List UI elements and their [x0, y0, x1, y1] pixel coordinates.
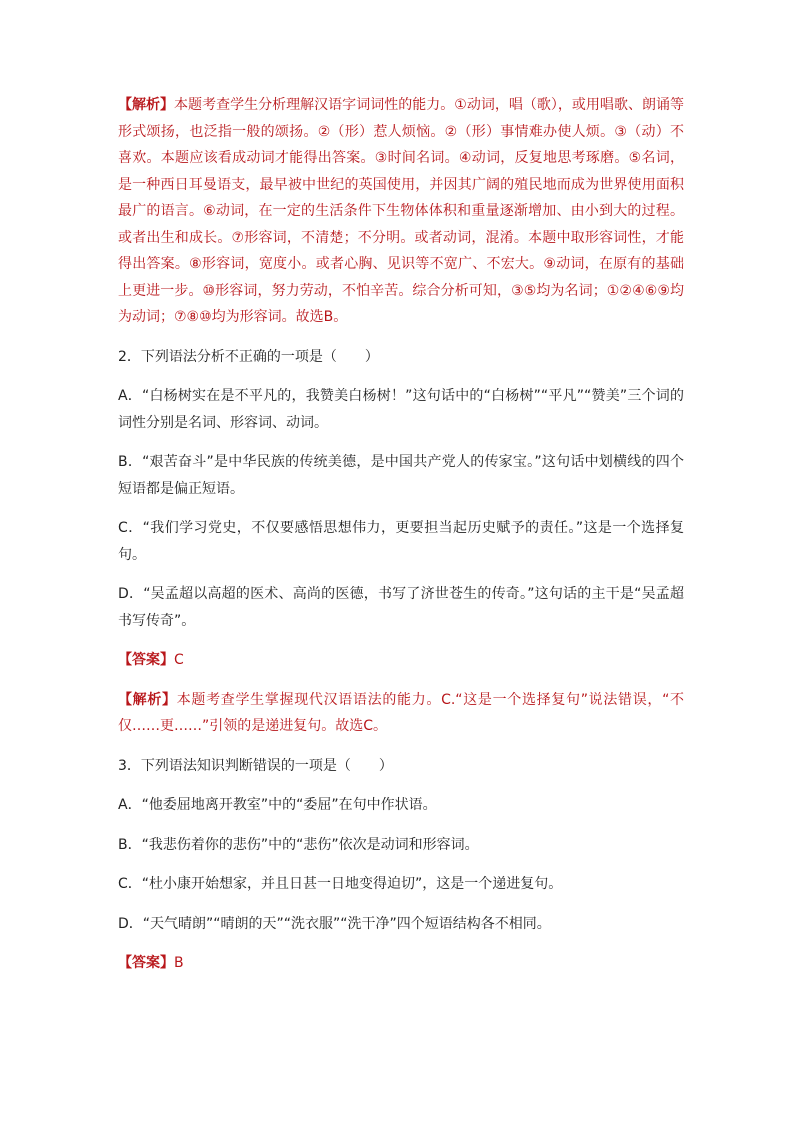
question-3-option-a: A．“他委屈地离开教室”中的“委屈”在句中作状语。 [118, 797, 437, 813]
question-2-option-a: A．“白杨树实在是不平凡的，我赞美白杨树！”这句话中的“白杨树”“平凡”“赞美”三个词的词性分别是名词、形容词、动词。 [118, 388, 684, 431]
question-2-option-b: B．“艰苦奋斗”是中华民族的传统美德，是中国共产党人的传家宝。”这句话中划横线的四个短语都是偏正短语。 [118, 454, 684, 497]
analysis-paragraph-q1 [118, 92, 684, 331]
question-2-option-d: D．“吴孟超以高超的医术、高尚的医德，书写了济世苍生的传奇。”这句话的主干是“吴孟超书写传奇”。 [118, 586, 684, 629]
analysis-text: 本题考查学生掌握现代汉语语法的能力。C.“这是一个选择复句”说法错误，“不仅……更……”引领的是递进复句。故选C。 [118, 691, 685, 734]
question-3-option-d: D．“天气晴朗”“晴朗的天”“洗衣服”“洗干净”四个短语结构各不相同。 [118, 915, 551, 932]
question-2-option-c: C．“我们学习党史，不仅要感悟思想伟力，更要担当起历史赋予的责任。”这是一个选择复句。 [118, 520, 684, 563]
answer-label: 【答案】 [118, 652, 174, 668]
question-3-option-c: C．“杜小康开始想家，并且日甚一日地变得迫切”，这是一个递进复句。 [118, 876, 563, 892]
answer-value: C [174, 652, 184, 668]
analysis-text: 本题考查学生分析理解汉语字词词性的能力。①动词，唱（歌），或用唱歌、朗诵等形式颂扬，也泛指一般的颂扬。②（形）惹人烦恼。②（形）事情难办使人烦。③（动）不喜欢。本题应该看成动词才能得出答案。③时间名词。④动词，反复地思考琢磨。⑤名词，是一种西日耳曼语支，最早被中世纪的英国使用，并因其广阔的殖民地而成为世界使用面积最广的语言。⑥动词，在一定的生活条件下生物体体积和重量逐渐增加、由小到大的过程。或者出生和成长。⑦形容词，不清楚；不分明。或者动词，混淆。本题中取形容词性，才能得出答案。⑧形容词，宽度小。或者心胸、见识等不宽广、不宏大。⑨动词，在原有的基础上更进一步。⑩形容词，努力劳动，不怕辛苦。综合分析可知，③⑤均为名词；①②④⑥⑨均为动词；⑦⑧⑩均为形容词。故选B。 [118, 97, 684, 325]
question-3-answer [118, 950, 684, 977]
analysis-tag: 【解析】 [118, 97, 175, 113]
question-2-answer [118, 647, 684, 674]
question-2-analysis [118, 687, 684, 740]
question-3-stem: 3．下列语法知识判断错误的一项是（ ） [118, 757, 393, 774]
answer-label: 【答案】 [118, 955, 174, 971]
analysis-tag: 【解析】 [118, 691, 177, 708]
answer-value: B [174, 955, 184, 971]
question-3-option-b: B．“我悲伤着你的悲伤”中的“悲伤”依次是动词和形容词。 [118, 836, 479, 853]
question-2-stem: 2．下列语法分析不正确的一项是（ ） [118, 348, 379, 365]
